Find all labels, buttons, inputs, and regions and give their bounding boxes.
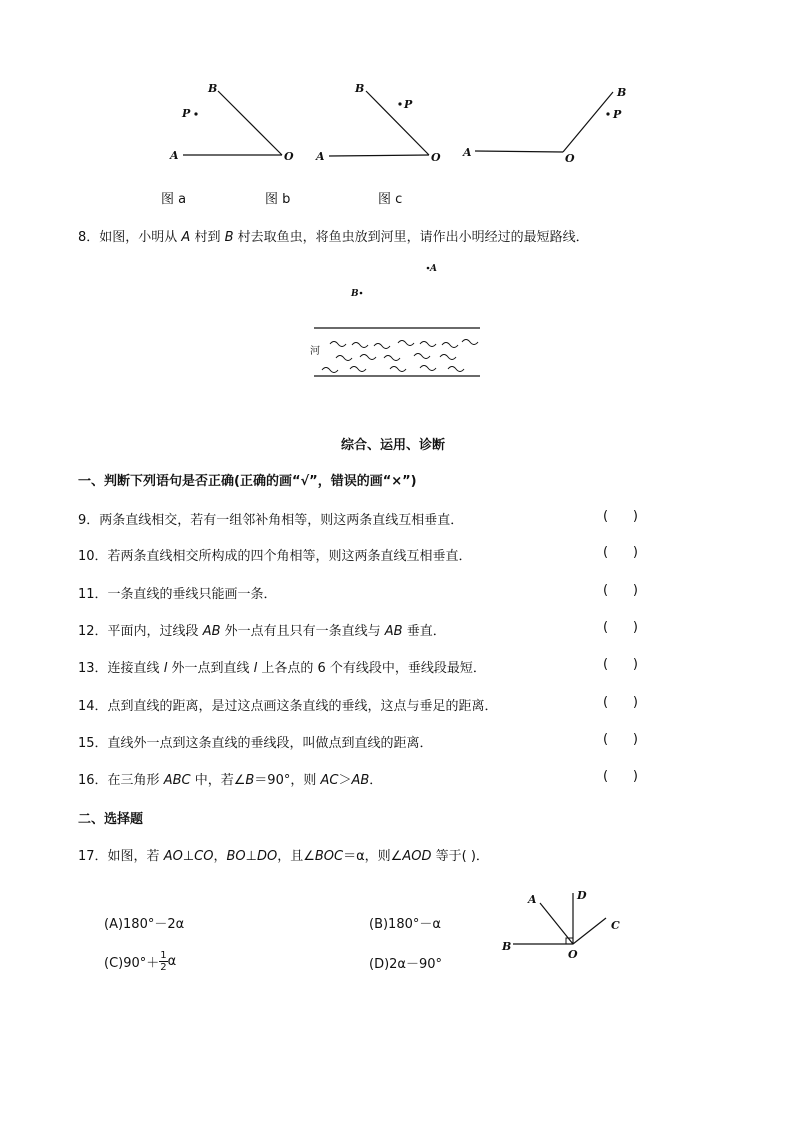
q17-var-boc: BOC xyxy=(314,849,344,864)
q8-text-pre: 8．如图，小明从 xyxy=(78,230,182,245)
q17-var-bo: BO xyxy=(226,849,246,864)
q17-text-pre: 17．如图，若 xyxy=(78,849,164,864)
q12-var-1: AB xyxy=(202,624,221,639)
q17-option-a[interactable]: (A)180°－2α xyxy=(104,917,185,932)
figure-c-label-p: P xyxy=(613,108,622,121)
q16-text-mid3: ＞ xyxy=(338,773,352,788)
q17-option-c-post: α xyxy=(167,954,177,969)
figure-c-label-b: B xyxy=(617,86,627,99)
q15-text: 直线外一点到这条直线的垂线段，叫做点到直线的距离． xyxy=(107,736,433,751)
q17-var-aod: AOD xyxy=(402,849,432,864)
q15-num: 15． xyxy=(78,736,108,751)
river-label: 河 xyxy=(310,346,320,357)
part1-title: 一、判断下列语句是否正确(正确的画“√”，错误的画“×”) xyxy=(78,474,417,489)
figure-a-label-b: B xyxy=(208,82,218,95)
q13-text-pre: 连接直线 xyxy=(107,661,164,676)
q16-text-pre: 在三角形 xyxy=(107,773,164,788)
q16-num: 16． xyxy=(78,773,108,788)
q17-option-c-pre: (C)90°＋ xyxy=(104,956,160,971)
q17-fig-label-o: O xyxy=(568,948,578,961)
q11-answer-blank[interactable]: ( ) xyxy=(603,583,638,598)
q17-var-ao: AO xyxy=(163,849,183,864)
q17-fig-label-a: A xyxy=(528,893,537,906)
figure-c-label-a: A xyxy=(463,146,472,159)
q14-answer-blank[interactable]: ( ) xyxy=(603,695,638,710)
q12-text-mid: 外一点有且只有一条直线与 xyxy=(220,624,385,639)
q16-answer-blank[interactable]: ( ) xyxy=(603,769,638,784)
q17-option-b[interactable]: (B)180°－α xyxy=(369,917,441,932)
q8-text-mid: 村到 xyxy=(190,230,225,245)
q17-text-post: 等于( )． xyxy=(431,849,489,864)
q16-text-mid: 中，若∠ xyxy=(190,773,246,788)
q13-num: 13． xyxy=(78,661,108,676)
q16-text-post: ． xyxy=(369,773,383,788)
q17-sep-2: ，且∠ xyxy=(277,849,315,864)
figure-a-label-o: O xyxy=(284,150,294,163)
figure-b-label-b: B xyxy=(355,82,365,95)
q9-answer-blank[interactable]: ( ) xyxy=(603,509,638,524)
q13-text-post: 上各点的 6 个有线段中，垂线段最短． xyxy=(257,661,486,676)
q17-sep-3: ＝α，则∠ xyxy=(343,849,403,864)
q16-text-mid2: ＝90°，则 xyxy=(254,773,321,788)
q10-answer-blank[interactable]: ( ) xyxy=(603,545,638,560)
figure-b-label-p: P xyxy=(404,98,413,111)
q8-var-b: B xyxy=(224,230,234,245)
river-point-b: B xyxy=(351,289,359,299)
q14-text: 点到直线的距离，是过这点画这条直线的垂线，这点与垂足的距离． xyxy=(107,699,498,714)
q16-var-1: ABC xyxy=(163,773,191,788)
q17-perp-2: ⊥ xyxy=(245,849,257,864)
q16-var-3: AC xyxy=(320,773,339,788)
q11-text: 一条直线的垂线只能画一条． xyxy=(107,587,277,602)
figure-a-label-a: A xyxy=(170,149,179,162)
q8-text-post: 村去取鱼虫，将鱼虫放到河里，请作出小明经过的最短路线． xyxy=(233,230,589,245)
q12-var-2: AB xyxy=(384,624,403,639)
q11-num: 11． xyxy=(78,587,108,602)
q13-var-2: l xyxy=(253,661,258,676)
figure-b-label-o: O xyxy=(431,151,441,164)
part2-title: 二、选择题 xyxy=(78,812,144,827)
q13-answer-blank[interactable]: ( ) xyxy=(603,657,638,672)
q13-var-1: l xyxy=(163,661,168,676)
river-point-a: A xyxy=(430,264,437,274)
q17-perp-1: ⊥ xyxy=(182,849,195,864)
q17-fig-label-c: C xyxy=(611,919,620,932)
q13-text-mid: 外一点到直线 xyxy=(167,661,254,676)
q10-text: 若两条直线相交所构成的四个角相等，则这两条直线互相垂直． xyxy=(107,549,472,564)
figure-b-label-a: A xyxy=(316,150,325,163)
fraction-numerator: 1 xyxy=(160,950,167,961)
figure-c-caption: 图 c xyxy=(378,192,403,207)
q17-sep-1: ， xyxy=(213,849,227,864)
q10-num: 10． xyxy=(78,549,108,564)
q16-var-4: AB xyxy=(351,773,370,788)
figure-a-caption: 图 a xyxy=(161,192,187,207)
figure-a-label-p: P xyxy=(182,107,191,120)
q16-var-2: B xyxy=(245,773,255,788)
q17-fig-label-b: B xyxy=(502,940,512,953)
q12-text-post: 垂直． xyxy=(402,624,446,639)
q17-option-d[interactable]: (D)2α－90° xyxy=(369,957,443,972)
q8-var-a: A xyxy=(181,230,191,245)
q15-answer-blank[interactable]: ( ) xyxy=(603,732,638,747)
q14-num: 14． xyxy=(78,699,108,714)
q17-var-co: CO xyxy=(194,849,214,864)
q9-text: 两条直线相交，若有一组邻补角相等，则这两条直线互相垂直． xyxy=(99,513,464,528)
section-title: 综合、运用、诊断 xyxy=(341,438,446,453)
q17-fig-label-d: D xyxy=(577,889,587,902)
fraction-denominator: 2 xyxy=(160,962,167,973)
figure-b-caption: 图 b xyxy=(265,192,291,207)
q17-var-do: DO xyxy=(256,849,278,864)
q12-text-pre: 平面内，过线段 xyxy=(107,624,203,639)
figure-c-label-o: O xyxy=(565,152,575,165)
q12-num: 12． xyxy=(78,624,108,639)
q9-num: 9． xyxy=(78,513,100,528)
q12-answer-blank[interactable]: ( ) xyxy=(603,620,638,635)
